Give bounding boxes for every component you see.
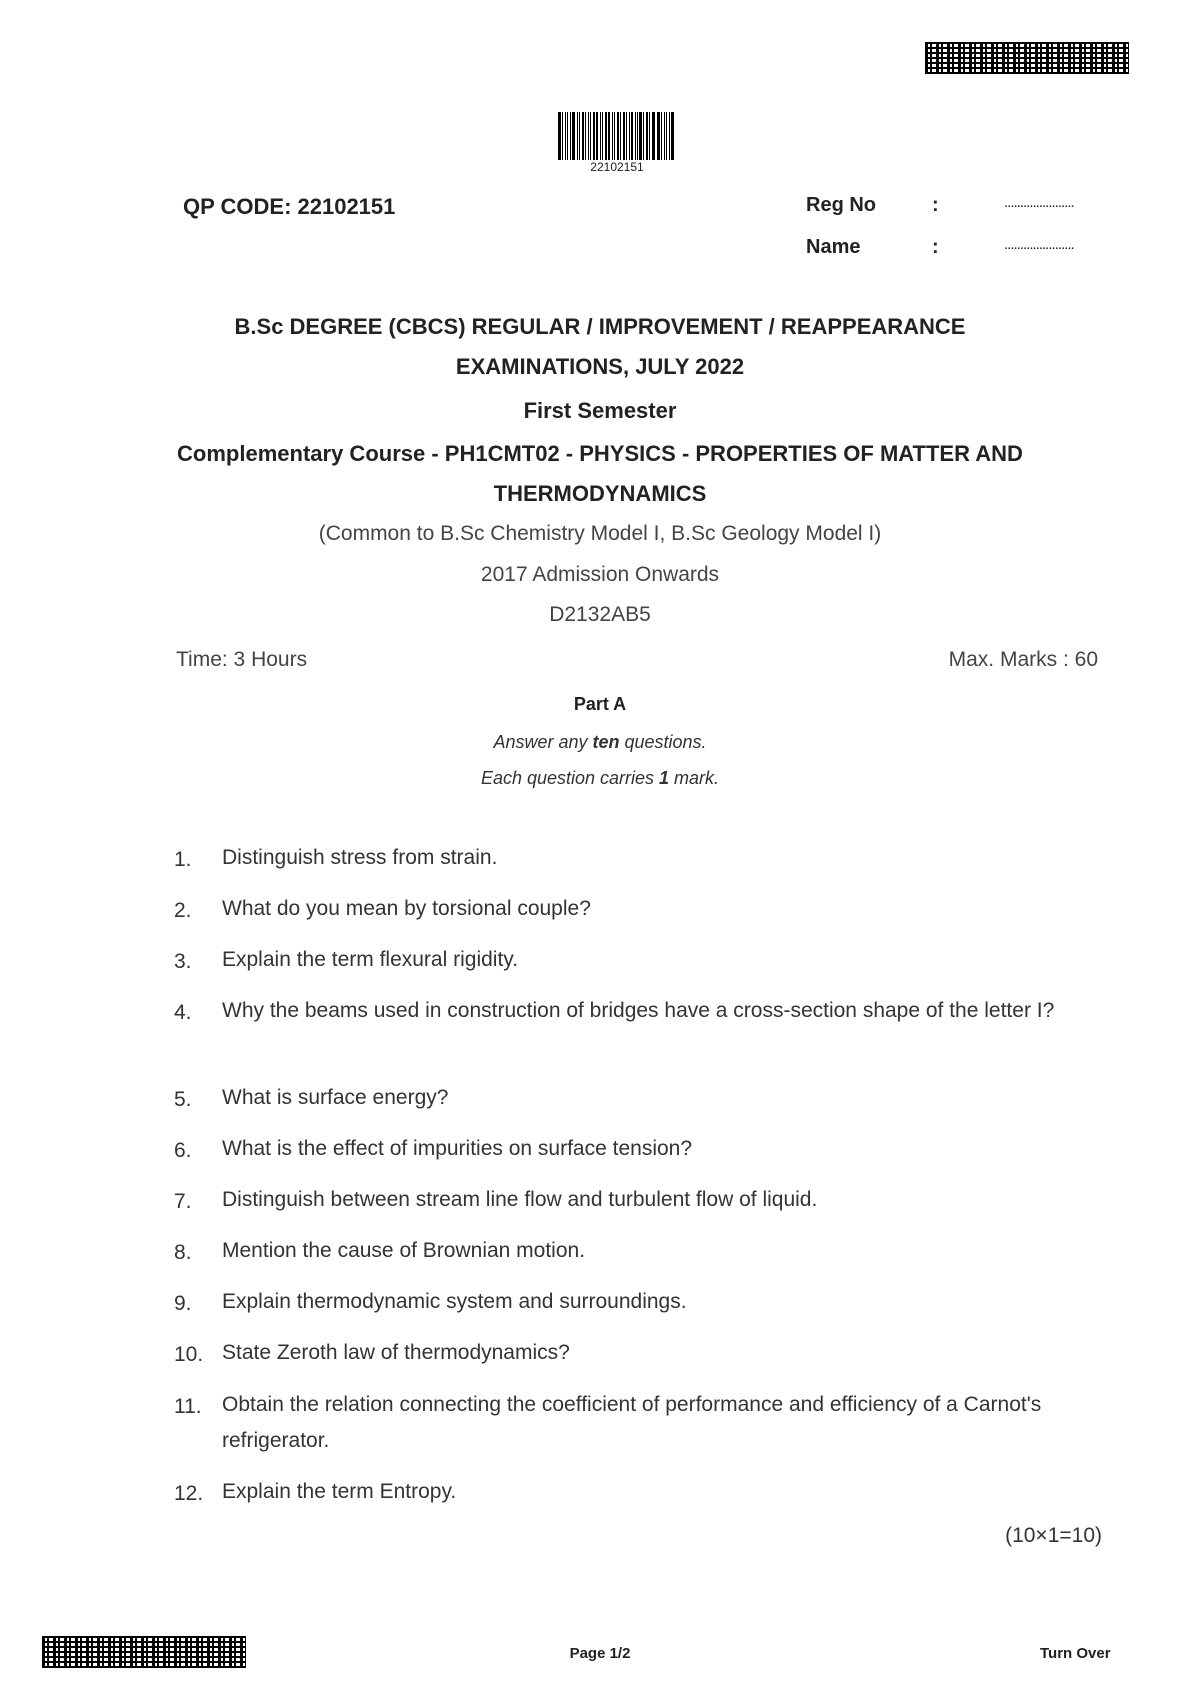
barcode-bar <box>614 112 615 160</box>
barcode-bar <box>666 112 668 160</box>
reg-no-colon: : <box>932 194 939 216</box>
question-number: 5. <box>174 1088 192 1111</box>
barcode-bar <box>637 112 638 160</box>
question-number: 12. <box>174 1482 204 1505</box>
barcode-bar <box>623 112 626 160</box>
part-a-title: Part A <box>573 694 627 714</box>
barcode-bar <box>649 112 650 160</box>
instr2-b: 1 <box>659 768 670 788</box>
barcode-bar <box>661 112 662 160</box>
barcode-bar <box>617 112 619 160</box>
course-line2: THERMODYNAMICS <box>493 481 707 506</box>
question-text: What is the effect of impurities on surface tension? <box>222 1137 693 1160</box>
reg-no-field: ...................... <box>1004 194 1074 211</box>
barcode-bar <box>593 112 596 160</box>
question-text: Explain thermodynamic system and surroundings. <box>222 1290 687 1313</box>
exam-title-line2: EXAMINATIONS, JULY 2022 <box>455 354 745 379</box>
barcode-bar <box>631 112 633 160</box>
barcode-bar <box>635 112 636 160</box>
barcode-bar <box>600 112 601 160</box>
barcode-bar <box>657 112 660 160</box>
admission: 2017 Admission Onwards <box>480 563 720 586</box>
barcode-bar <box>588 112 589 160</box>
question-number: 7. <box>174 1190 192 1213</box>
name-colon: : <box>932 236 939 258</box>
barcode-bar <box>629 112 630 160</box>
barcode-bar <box>585 112 586 160</box>
question-text: Obtain the relation connecting the coefficient of performance and efficiency of a Carnot's refrigerator. <box>222 1393 1042 1452</box>
top-right-barcode <box>925 42 1129 74</box>
barcode-bar <box>570 112 571 160</box>
barcode-bar <box>639 112 642 160</box>
barcode-bar <box>612 112 613 160</box>
semester: First Semester <box>523 398 677 423</box>
question-number: 8. <box>174 1241 192 1264</box>
question-text: What is surface energy? <box>222 1086 449 1109</box>
course-line1: Complementary Course - PH1CMT02 - PHYSICS - PROPERTIES OF MATTER AND <box>177 441 1023 466</box>
instr1-b: ten <box>592 732 620 752</box>
instr1-a: Answer any <box>493 732 593 752</box>
barcode-bar <box>643 112 644 160</box>
barcode-bar <box>608 112 611 160</box>
barcode-bar <box>579 112 581 160</box>
question-text: Mention the cause of Brownian motion. <box>222 1239 586 1262</box>
reg-no-label: Reg No <box>806 194 876 216</box>
instr2-c: mark. <box>669 768 720 788</box>
barcode-bar <box>582 112 584 160</box>
common-to: (Common to B.Sc Chemistry Model I, B.Sc Geology Model I) <box>318 522 882 545</box>
question-text: Why the beams used in construction of bridges have a cross-section shape of the letter I? <box>222 999 1055 1022</box>
barcode-bar <box>626 112 627 160</box>
question-number: 1. <box>174 848 192 871</box>
barcode-bar <box>671 112 674 160</box>
barcode-bar <box>558 112 561 160</box>
question-text: What do you mean by torsional couple? <box>222 897 591 920</box>
barcode-bar <box>653 112 655 160</box>
barcode-bar <box>605 112 607 160</box>
barcode-bar <box>664 112 665 160</box>
barcode-bar <box>596 112 598 160</box>
paper-code: D2132AB5 <box>549 603 651 626</box>
question-text: State Zeroth law of thermodynamics? <box>222 1341 570 1364</box>
part-a-instruction-2 <box>0 768 1200 789</box>
part-a-instruction-1 <box>0 732 1200 753</box>
barcode-bar <box>669 112 670 160</box>
barcode-bar <box>652 112 653 160</box>
time-allowed: Time: 3 Hours <box>176 648 308 671</box>
barcode-bar <box>620 112 621 160</box>
barcode-bar <box>602 112 603 160</box>
question-text: Distinguish stress from strain. <box>222 846 498 869</box>
barcode-bar <box>646 112 648 160</box>
page-number: Page 1/2 <box>569 1645 631 1662</box>
instr1-c: questions. <box>619 732 707 752</box>
question-number: 3. <box>174 950 192 973</box>
barcode-bar <box>590 112 591 160</box>
question-number: 2. <box>174 899 192 922</box>
name-field: ...................... <box>1004 236 1074 253</box>
barcode-bar <box>565 112 567 160</box>
barcode-bar <box>577 112 578 160</box>
name-label: Name <box>806 236 861 258</box>
question-number: 10. <box>174 1343 204 1366</box>
exam-title-line1: B.Sc DEGREE (CBCS) REGULAR / IMPROVEMENT / REAPPEARANCE <box>234 314 966 339</box>
question-text: Distinguish between stream line flow and turbulent flow of liquid. <box>222 1188 818 1211</box>
barcode-bar <box>572 112 575 160</box>
max-marks: Max. Marks : 60 <box>948 648 1098 671</box>
question-number: 11. <box>174 1395 202 1418</box>
part-a-marks: (10×1=10) <box>1005 1524 1102 1547</box>
question-text: Explain the term flexural rigidity. <box>222 948 519 971</box>
barcode-number: 22102151 <box>590 160 644 174</box>
question-number: 6. <box>174 1139 192 1162</box>
instr2-a: Each question carries <box>480 768 660 788</box>
question-text: Explain the term Entropy. <box>222 1480 457 1503</box>
qp-code: QP CODE: 22102151 <box>183 194 396 219</box>
barcode-bar <box>567 112 568 160</box>
question-number: 9. <box>174 1292 192 1315</box>
turn-over: Turn Over <box>1040 1645 1111 1662</box>
barcode-bar <box>562 112 563 160</box>
center-barcode <box>558 112 676 160</box>
question-number: 4. <box>174 1001 192 1024</box>
